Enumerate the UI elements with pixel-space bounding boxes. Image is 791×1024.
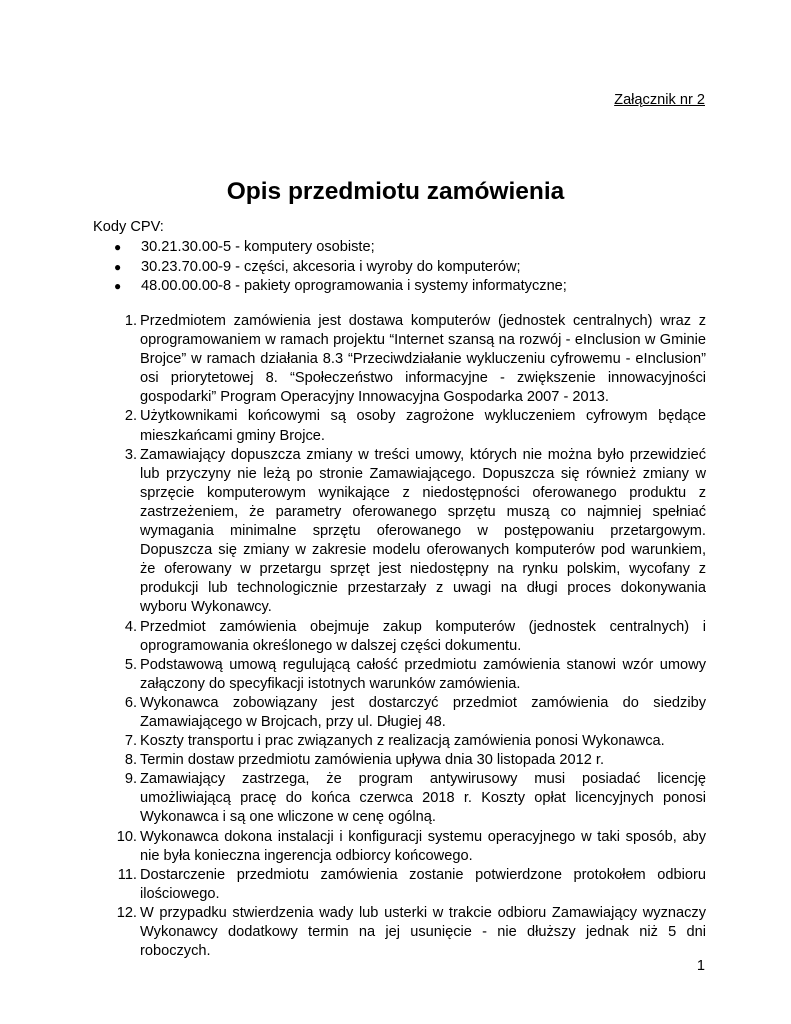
cpv-list xyxy=(93,238,567,297)
item-number: 1. xyxy=(124,313,137,329)
item-text: Podstawową umową regulującą całość przedmiotu zamówienia stanowi wzór umowy załączony do specyfikacji istotnych warunków zamówienia. xyxy=(140,656,706,692)
requirements-list xyxy=(93,312,706,961)
cpv-label: Kody CPV: xyxy=(93,219,164,235)
bullet-icon: ● xyxy=(114,279,122,293)
item-text: Wykonawca dokona instalacji i konfiguracji systemu operacyjnego w taki sposób, aby nie była konieczna ingerencja odbiorcy końcowego. xyxy=(140,828,706,864)
bullet-icon: ● xyxy=(114,259,122,274)
annex-label: Załącznik nr 2 xyxy=(614,92,705,108)
requirement-item xyxy=(93,751,706,770)
item-number: 10. xyxy=(116,828,137,845)
requirement-item xyxy=(93,656,706,694)
item-number: 3. xyxy=(124,446,137,463)
requirement-item xyxy=(93,732,706,751)
item-text: Koszty transportu i prac związanych z realizacją zamówienia ponosi Wykonawca. xyxy=(140,733,665,750)
requirement-item xyxy=(93,446,706,618)
item-text: W przypadku stwierdzenia wady lub usterki w trakcie odbioru Zamawiający wyznaczy Wykonawcy dodatkowy termin na jej usunięcie - nie dłuższy jednak niż 5 dni roboczych. xyxy=(140,904,706,960)
item-text: Przedmiot zamówienia obejmuje zakup komputerów (jednostek centralnych) i oprogramowania określonego w dalszej części dokumentu. xyxy=(140,618,706,654)
requirement-item xyxy=(93,407,706,445)
requirement-item xyxy=(93,770,706,827)
item-number: 8. xyxy=(124,752,137,769)
requirement-item xyxy=(93,904,706,961)
requirement-item xyxy=(93,312,706,407)
item-text: Termin dostaw przedmiotu zamówienia upływa dnia 30 listopada 2012 r. xyxy=(140,752,605,769)
item-number: 7. xyxy=(124,733,137,750)
item-text: Zamawiający zastrzega, że program antywirusowy musi posiadać licencję umożliwiającą pracę do końca czerwca 2018 r. Koszty opłat licencyjnych ponosi Wykonawca i są one wliczone w cenę ogólną. xyxy=(140,771,706,826)
cpv-list-item xyxy=(93,258,567,278)
cpv-code-text: 48.00.00.00-8 - pakiety oprogramowania i systemy informatyczne; xyxy=(141,278,567,294)
page-title: Opis przedmiotu zamówienia xyxy=(226,178,565,205)
item-number: 11. xyxy=(117,866,137,883)
cpv-code-text: 30.23.70.00-9 - części, akcesoria i wyroby do komputerów; xyxy=(141,258,521,275)
cpv-list-item xyxy=(93,238,567,258)
requirement-item xyxy=(93,828,706,866)
requirement-item xyxy=(93,866,706,904)
item-number: 4. xyxy=(124,618,137,635)
item-number: 9. xyxy=(124,771,137,788)
cpv-code-text: 30.21.30.00-5 - komputery osobiste; xyxy=(141,239,375,255)
item-text: Dostarczenie przedmiotu zamówienia zostanie potwierdzone protokołem odbioru ilościowego. xyxy=(140,866,706,902)
item-number: 2. xyxy=(124,408,137,425)
requirement-item xyxy=(93,694,706,732)
requirement-item xyxy=(93,618,706,656)
page-number: 1 xyxy=(696,958,705,974)
item-number: 5. xyxy=(124,656,137,673)
item-text: Wykonawca zobowiązany jest dostarczyć przedmiot zamówienia do siedziby Zamawiającego w Brojcach, przy ul. Długiej 48. xyxy=(140,694,706,730)
item-number: 6. xyxy=(124,694,137,711)
cpv-list-item xyxy=(93,277,567,297)
item-text: Przedmiotem zamówienia jest dostawa komputerów (jednostek centralnych) wraz z oprogramowaniem w ramach projektu “Internet szansą na rozwój - eInclusion w Gminie Brojce” w ramach działania 8.3 “Przeciwdziałanie wykluczeniu cyfrowemu - eInclusion” osi priorytetowej 8. “Społeczeństwo informacyjne - zwiększenie innowacyjności gospodarki” Program Operacyjny Innowacyjna Gospodarka 2007 - 2013. xyxy=(140,313,706,406)
bullet-icon: ● xyxy=(114,240,122,254)
item-number: 12. xyxy=(116,904,137,921)
item-text: Użytkownikami końcowymi są osoby zagrożone wykluczeniem cyfrowym będące mieszkańcami gminy Brojce. xyxy=(140,408,706,444)
item-text: Zamawiający dopuszcza zmiany w treści umowy, których nie można było przewidzieć lub przyczyny nie leżą po stronie Zamawiającego. Dopuszcza się również zmiany w sprzęcie komputerowym wynikające z niedostępności oferowanego produktu z zastrzeżeniem, że parametry oferowanego sprzętu muszą co najmniej spełniać wymagania minimalne sprzętu oferowanego w postępowaniu przetargowym. Dopuszcza się zmiany w zakresie modelu oferowanych komputerów pod warunkiem, że oferowany w przetargu sprzęt jest niedostępny na rynku polskim, wycofany z produkcji lub technologicznie przestarzały z uwagi na długi proces dokonywania wyboru Wykonawcy. xyxy=(140,446,706,616)
